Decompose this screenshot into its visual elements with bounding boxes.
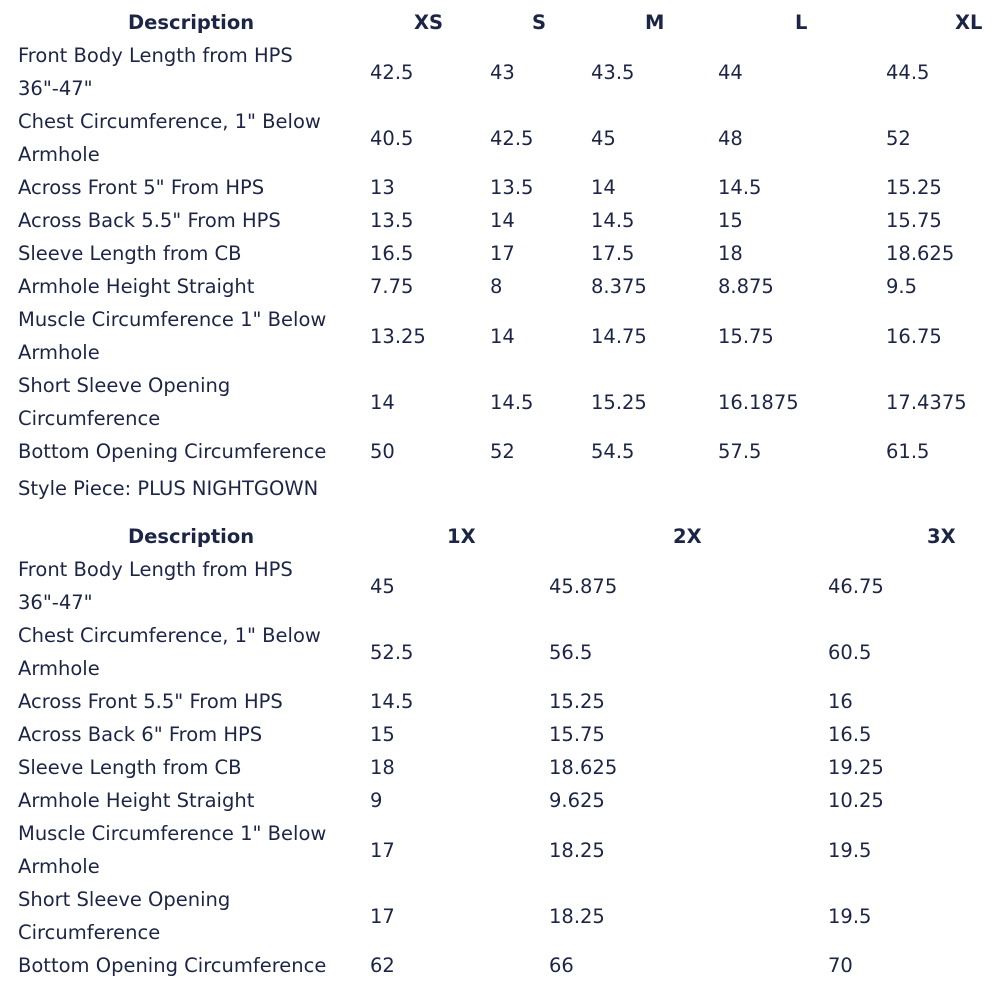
row-description xyxy=(18,270,363,303)
measurement-cell: 17 xyxy=(370,904,395,928)
measurement-cell: 52 xyxy=(886,126,911,150)
row-description-line: Armhole xyxy=(18,143,100,166)
measurement-cell: 15.25 xyxy=(591,390,647,414)
row-description xyxy=(18,171,363,204)
row-description xyxy=(18,883,363,949)
table-header xyxy=(0,520,1000,553)
row-description-line: Armhole xyxy=(18,657,100,680)
size-chart-plus xyxy=(0,520,1000,982)
row-description xyxy=(18,949,363,982)
measurement-cell: 18.25 xyxy=(549,904,605,928)
row-description-line: 36"-47" xyxy=(18,591,93,614)
table-row xyxy=(0,817,1000,883)
table-body xyxy=(0,39,1000,468)
table-row xyxy=(0,435,1000,468)
row-description-line: Front Body Length from HPS xyxy=(18,44,293,67)
measurement-cell: 18.625 xyxy=(886,242,955,265)
measurement-cell: 48 xyxy=(718,126,743,150)
row-description-line: Armhole xyxy=(18,855,100,878)
measurement-cell: 15.25 xyxy=(549,690,605,713)
column-header-size: 1X xyxy=(447,525,476,548)
measurement-cell: 14.5 xyxy=(370,690,414,713)
row-description-line: Bottom Opening Circumference xyxy=(18,954,327,977)
measurement-cell: 50 xyxy=(370,440,395,463)
measurement-cell: 19.5 xyxy=(828,904,872,928)
measurement-cell: 18.625 xyxy=(549,756,618,779)
measurement-cell: 18 xyxy=(370,756,395,779)
measurement-cell: 13.25 xyxy=(370,324,426,348)
measurement-cell: 40.5 xyxy=(370,126,414,150)
column-header-description: Description xyxy=(128,525,255,548)
measurement-cell: 14.5 xyxy=(718,176,762,199)
column-header-size: L xyxy=(795,11,808,34)
column-header-size: XL xyxy=(955,11,983,34)
measurement-cell: 16.1875 xyxy=(718,390,799,414)
table-row xyxy=(0,883,1000,949)
measurement-cell: 46.75 xyxy=(828,574,884,598)
row-description xyxy=(18,685,363,718)
measurement-cell: 19.5 xyxy=(828,838,872,862)
row-description xyxy=(18,237,363,270)
measurement-cell: 15.75 xyxy=(886,209,942,232)
measurement-cell: 13.5 xyxy=(370,209,414,232)
measurement-cell: 54.5 xyxy=(591,440,635,463)
measurement-cell: 14.5 xyxy=(490,390,534,414)
measurement-cell: 15 xyxy=(718,209,743,232)
measurement-cell: 42.5 xyxy=(370,60,414,84)
column-header-size: 2X xyxy=(673,525,702,548)
row-description-line: Circumference xyxy=(18,921,161,944)
measurement-cell: 10.25 xyxy=(828,789,884,812)
row-description-line: Front Body Length from HPS xyxy=(18,558,293,581)
table-row xyxy=(0,204,1000,237)
row-description-line: Armhole xyxy=(18,341,100,364)
measurement-cell: 45.875 xyxy=(549,574,618,598)
measurement-cell: 14.75 xyxy=(591,324,647,348)
measurement-cell: 61.5 xyxy=(886,440,930,463)
measurement-cell: 17.5 xyxy=(591,242,635,265)
row-description xyxy=(18,204,363,237)
measurement-cell: 52.5 xyxy=(370,640,414,664)
row-description xyxy=(18,105,363,171)
measurement-cell: 14 xyxy=(490,209,515,232)
column-header-size: S xyxy=(532,11,547,34)
table-body xyxy=(0,553,1000,982)
column-header-size: 3X xyxy=(927,525,956,548)
measurement-cell: 62 xyxy=(370,954,395,977)
table-row xyxy=(0,303,1000,369)
row-description-line: Chest Circumference, 1" Below xyxy=(18,110,321,133)
measurement-cell: 9 xyxy=(370,789,383,812)
row-description xyxy=(18,303,363,369)
row-description-line: Circumference xyxy=(18,407,161,430)
measurement-cell: 17 xyxy=(490,242,515,265)
column-header-size: XS xyxy=(414,11,444,34)
measurement-cell: 18.25 xyxy=(549,838,605,862)
measurement-cell: 57.5 xyxy=(718,440,762,463)
table-row xyxy=(0,237,1000,270)
measurement-cell: 16.5 xyxy=(828,723,872,746)
column-header-description: Description xyxy=(128,11,255,34)
measurement-cell: 16.5 xyxy=(370,242,414,265)
measurement-cell: 18 xyxy=(718,242,743,265)
measurement-cell: 45 xyxy=(370,574,395,598)
row-description-line: Muscle Circumference 1" Below xyxy=(18,308,327,331)
row-description-line: Armhole Height Straight xyxy=(18,789,255,812)
row-description xyxy=(18,619,363,685)
measurement-cell: 66 xyxy=(549,954,574,977)
table-row xyxy=(0,751,1000,784)
table-row xyxy=(0,39,1000,105)
measurement-cell: 15 xyxy=(370,723,395,746)
row-description xyxy=(18,369,363,435)
row-description-line: Sleeve Length from CB xyxy=(18,756,242,779)
measurement-cell: 8 xyxy=(490,275,503,298)
measurement-cell: 16 xyxy=(828,690,853,713)
row-description-line: Across Front 5.5" From HPS xyxy=(18,690,283,713)
row-description-line: Short Sleeve Opening xyxy=(18,374,231,397)
table-row xyxy=(0,369,1000,435)
measurement-cell: 14 xyxy=(370,390,395,414)
measurement-cell: 8.875 xyxy=(718,275,774,298)
table-row xyxy=(0,685,1000,718)
table-row xyxy=(0,784,1000,817)
measurement-cell: 17.4375 xyxy=(886,390,967,414)
measurement-cell: 43 xyxy=(490,60,515,84)
measurement-cell: 45 xyxy=(591,126,616,150)
row-description-line: Across Back 6" From HPS xyxy=(18,723,263,746)
row-description xyxy=(18,39,363,105)
measurement-cell: 9.625 xyxy=(549,789,605,812)
measurement-cell: 13.5 xyxy=(490,176,534,199)
measurement-cell: 44.5 xyxy=(886,60,930,84)
style-piece-label: Style Piece: PLUS NIGHTGOWN xyxy=(18,477,319,500)
row-description xyxy=(18,718,363,751)
measurement-cell: 17 xyxy=(370,838,395,862)
table-row xyxy=(0,553,1000,619)
table-row xyxy=(0,949,1000,982)
row-description xyxy=(18,751,363,784)
measurement-cell: 19.25 xyxy=(828,756,884,779)
measurement-cell: 7.75 xyxy=(370,275,414,298)
measurement-cell: 15.75 xyxy=(718,324,774,348)
row-description-line: Chest Circumference, 1" Below xyxy=(18,624,321,647)
column-header-size: M xyxy=(645,11,665,34)
row-description xyxy=(18,817,363,883)
measurement-cell: 14.5 xyxy=(591,209,635,232)
measurement-cell: 15.25 xyxy=(886,176,942,199)
measurement-cell: 13 xyxy=(370,176,395,199)
size-chart-standard xyxy=(0,6,1000,468)
row-description-line: Bottom Opening Circumference xyxy=(18,440,327,463)
table-row xyxy=(0,619,1000,685)
measurement-cell: 52 xyxy=(490,440,515,463)
measurement-cell: 56.5 xyxy=(549,640,593,664)
table-row xyxy=(0,171,1000,204)
measurement-cell: 16.75 xyxy=(886,324,942,348)
measurement-cell: 60.5 xyxy=(828,640,872,664)
row-description-line: Across Back 5.5" From HPS xyxy=(18,209,281,232)
row-description-line: Armhole Height Straight xyxy=(18,275,255,298)
measurement-cell: 70 xyxy=(828,954,853,977)
measurement-cell: 44 xyxy=(718,60,743,84)
row-description-line: Short Sleeve Opening xyxy=(18,888,231,911)
row-description-line: Sleeve Length from CB xyxy=(18,242,242,265)
row-description-line: Across Front 5" From HPS xyxy=(18,176,265,199)
table-row xyxy=(0,105,1000,171)
row-description-line: 36"-47" xyxy=(18,77,93,100)
measurement-cell: 42.5 xyxy=(490,126,534,150)
row-description xyxy=(18,553,363,619)
row-description xyxy=(18,784,363,817)
row-description-line: Muscle Circumference 1" Below xyxy=(18,822,327,845)
measurement-cell: 14 xyxy=(490,324,515,348)
table-row xyxy=(0,270,1000,303)
measurement-cell: 8.375 xyxy=(591,275,647,298)
measurement-cell: 9.5 xyxy=(886,275,918,298)
measurement-cell: 15.75 xyxy=(549,723,605,746)
table-header xyxy=(0,6,1000,39)
table-row xyxy=(0,718,1000,751)
measurement-cell: 43.5 xyxy=(591,60,635,84)
measurement-cell: 14 xyxy=(591,176,616,199)
row-description xyxy=(18,435,363,468)
